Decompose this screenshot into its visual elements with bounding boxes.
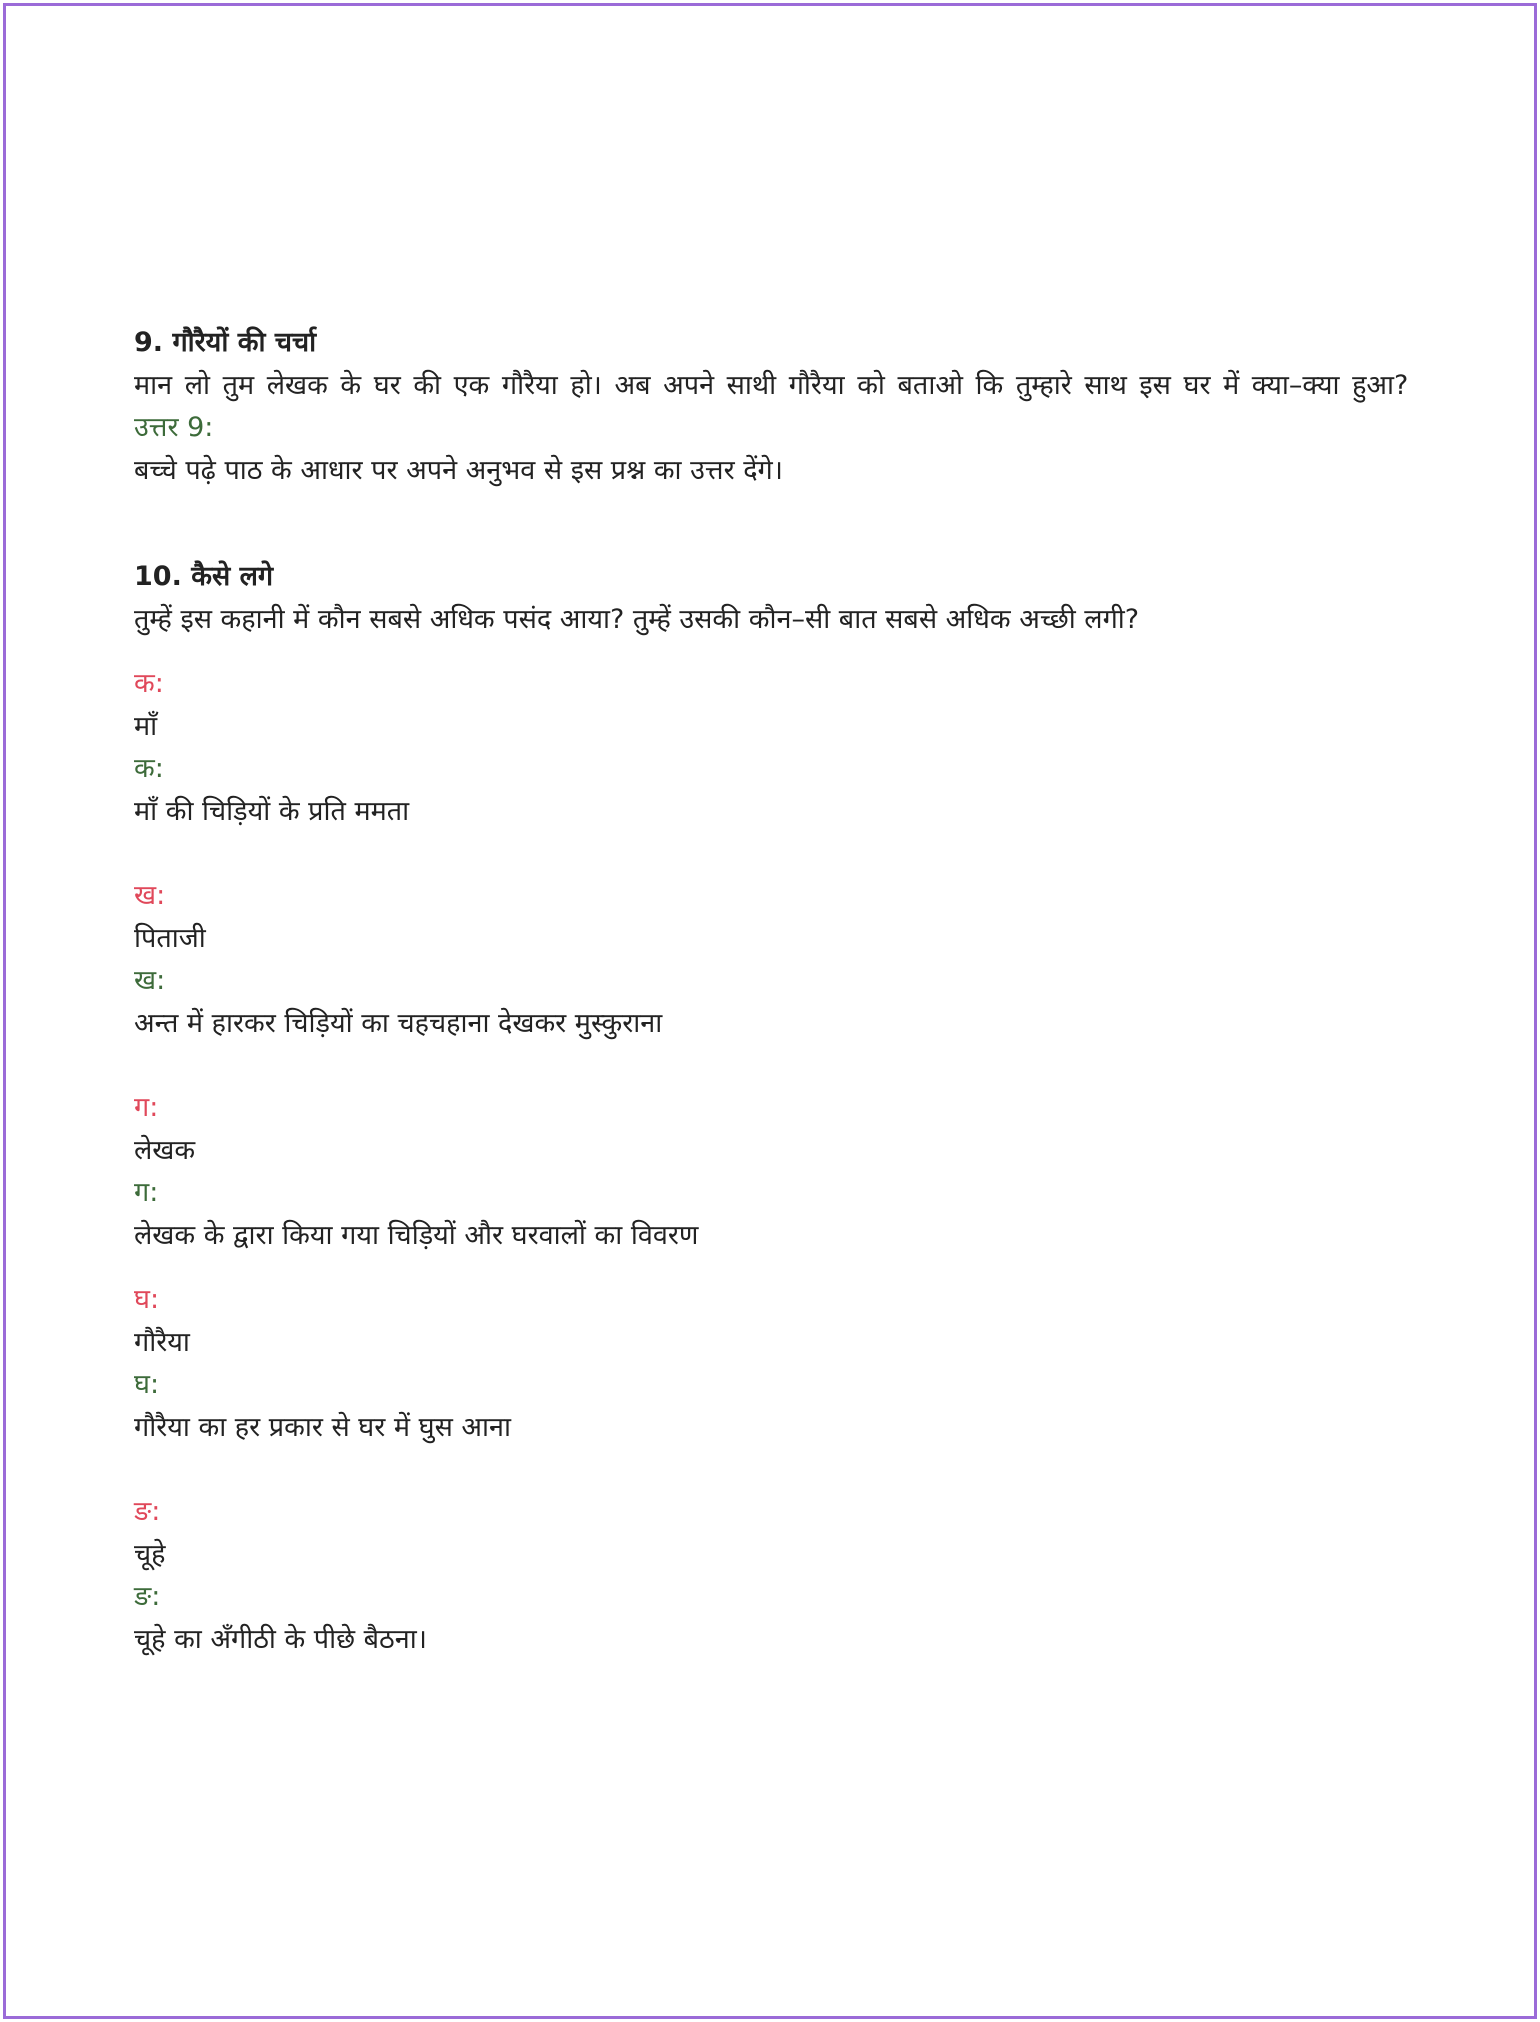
q10-question: तुम्हें इस कहानी में कौन सबसे अधिक पसंद आया? तुम्हें उसकी कौन–सी बात सबसे अधिक अच्छी लगी? [134, 603, 1140, 635]
answer-item [134, 1491, 1409, 1661]
answer-item [134, 1279, 1409, 1449]
item-label: ख: [134, 880, 166, 911]
item-who: माँ [134, 710, 158, 742]
item-label-answer: ख: [134, 965, 166, 996]
q9-answer: बच्चे पढ़े पाठ के आधार पर अपने अनुभव से इस प्रश्न का उत्तर देंगे। [134, 454, 783, 486]
item-what: गौरैया का हर प्रकार से घर में घुस आना [134, 1411, 511, 1443]
item-label: क: [134, 668, 164, 699]
item-label: ङ: [134, 1496, 161, 1527]
item-what: लेखक के द्वारा किया गया चिड़ियों और घरवालों का विवरण [134, 1219, 699, 1251]
item-who: लेखक [134, 1134, 196, 1166]
answer-item [134, 1087, 1409, 1257]
q9-answer-label: उत्तर 9: [134, 412, 214, 443]
q9-question: मान लो तुम लेखक के घर की एक गौरैया हो। अब अपने साथी गौरैया को बताओ कि तुम्हारे साथ इस घर में क्या–क्या हुआ? [134, 369, 1409, 401]
item-what: चूहे का अँगीठी के पीछे बैठना। [134, 1623, 427, 1655]
q10-heading: 10. कैसे लगे [134, 561, 274, 592]
item-label-answer: घ: [134, 1369, 160, 1400]
item-who: गौरैया [134, 1326, 190, 1358]
item-label: ग: [134, 1092, 159, 1123]
item-label: घ: [134, 1284, 160, 1315]
document-content [134, 322, 1409, 1661]
item-what: अन्त में हारकर चिड़ियों का चहचहाना देखकर मुस्कुराना [134, 1007, 663, 1039]
q9-heading: 9. गौरैयों की चर्चा [134, 327, 317, 358]
answer-item [134, 875, 1409, 1045]
item-label-answer: क: [134, 753, 164, 784]
item-who: चूहे [134, 1538, 166, 1570]
answer-item [134, 663, 1409, 833]
item-who: पिताजी [134, 922, 206, 954]
item-what: माँ की चिड़ियों के प्रति ममता [134, 795, 410, 827]
item-label-answer: ग: [134, 1177, 159, 1208]
item-label-answer: ङ: [134, 1581, 161, 1612]
